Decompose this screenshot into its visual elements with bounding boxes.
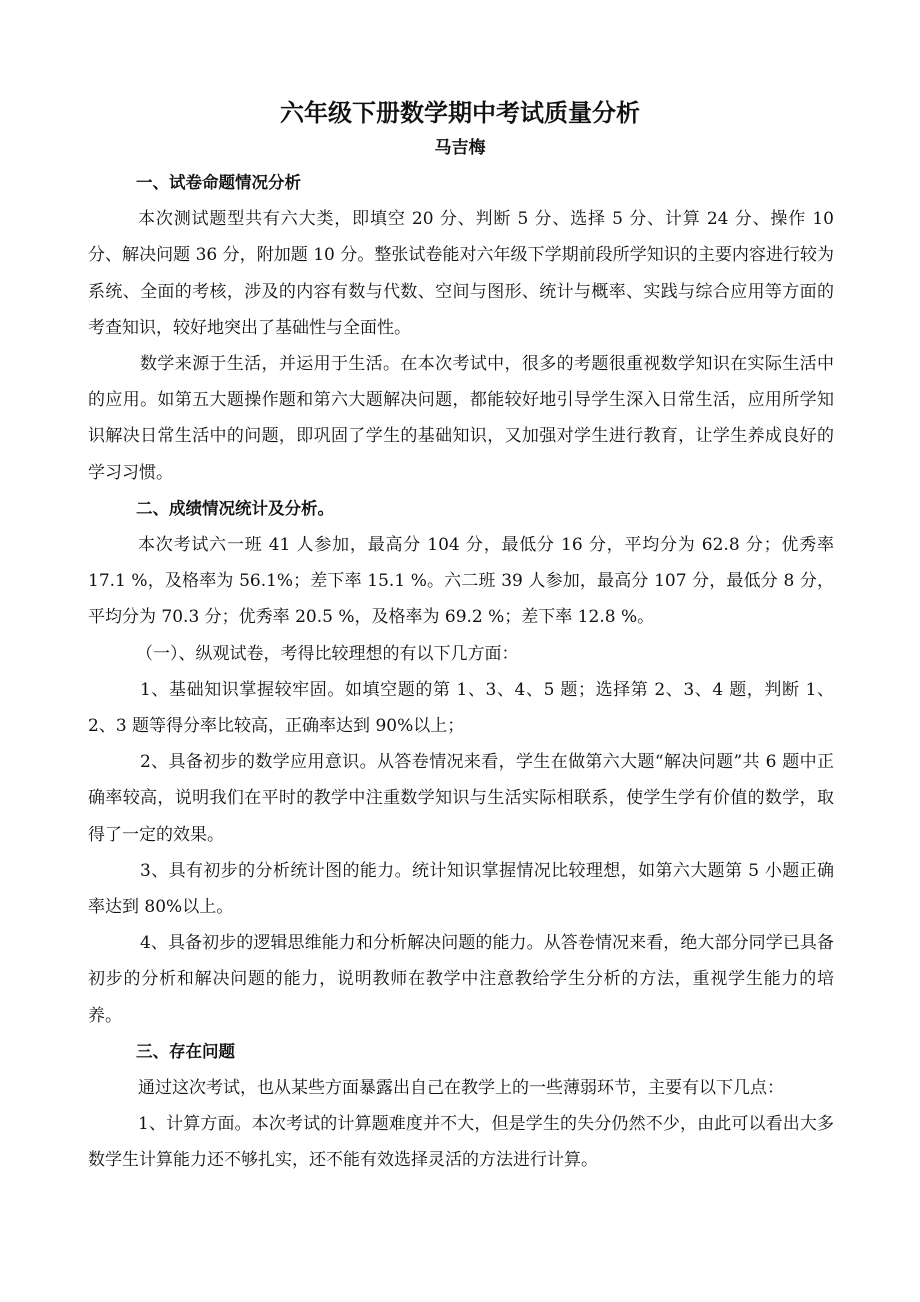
document-body (88, 165, 834, 1179)
paragraph: 通过这次考试，也从某些方面暴露出自己在教学上的一些薄弱环节，主要有以下几点： (138, 1078, 784, 1099)
paragraph: 本次测试题型共有六大类，即填空 20 分、判断 5 分、选择 5 分、计算 24 分、操作 10 分、解决问题 36 分，附加题 10 分。整张试卷能对六年级下学期前段所学知识的主要内容进行较为系统、全面的考核，涉及的内容有数与代数、空间与图形、统计与概率、实践与综合应用等方面的考查知识，较好地突出了基础性与全面性。 (88, 209, 834, 338)
list-item: 4、具备初步的逻辑思维能力和分析解决问题的能力。从答卷情况来看，绝大部分同学已具备初步的分析和解决问题的能力，说明教师在教学中注意教给学生分析的方法，重视学生能力的培养。 (88, 933, 834, 1026)
list-item: 1、基础知识掌握较牢固。如填空题的第 1、3、4、5 题；选择第 2、3、4 题，判断 1、2、3 题等得分率比较高，正确率达到 90%以上； (88, 679, 834, 737)
list-item: 2、具备初步的数学应用意识。从答卷情况来看，学生在做第六大题“解决问题”共 6 题中正确率较高，说明我们在平时的教学中注重数学知识与生活实际相联系，使学生学有价值的数学，取得了一定的效果。 (88, 752, 834, 845)
list-item: 3、具有初步的分析统计图的能力。统计知识掌握情况比较理想，如第六大题第 5 小题正确率达到 80%以上。 (88, 860, 834, 918)
section-heading-2: 二、成绩情况统计及分析。 (136, 498, 334, 518)
subsection-heading: （一）、纵观试卷，考得比较理想的有以下几方面： (136, 643, 519, 664)
document-title: 六年级下册数学期中考试质量分析 (280, 98, 640, 127)
document-author: 马吉梅 (434, 138, 486, 158)
list-item: 1、计算方面。本次考试的计算题难度并不大，但是学生的失分仍然不少，由此可以看出大多数学生计算能力还不够扎实，还不能有效选择灵活的方法进行计算。 (88, 1114, 834, 1171)
section-heading-1: 一、试卷命题情况分析 (136, 173, 301, 192)
paragraph: 数学来源于生活，并运用于生活。在本次考试中，很多的考题很重视数学知识在实际生活中的应用。如第五大题操作题和第六大题解决问题，都能较好地引导学生深入日常生活，应用所学知识解决日常生活中的问题，即巩固了学生的基础知识，又加强对学生进行教育，让学生养成良好的学习习惯。 (88, 354, 834, 483)
paragraph: 本次考试六一班 41 人参加，最高分 104 分，最低分 16 分，平均分为 62.8 分；优秀率 17.1 %，及格率为 56.1%；差下率 15.1 %。六二班 39 人参加，最高分 107 分，最低分 8 分，平均分为 70.3 分；优秀率 20.5 %，及格率为 69.2 %；差下率 12.8 %。 (88, 535, 834, 628)
section-heading-3: 三、存在问题 (136, 1041, 235, 1061)
